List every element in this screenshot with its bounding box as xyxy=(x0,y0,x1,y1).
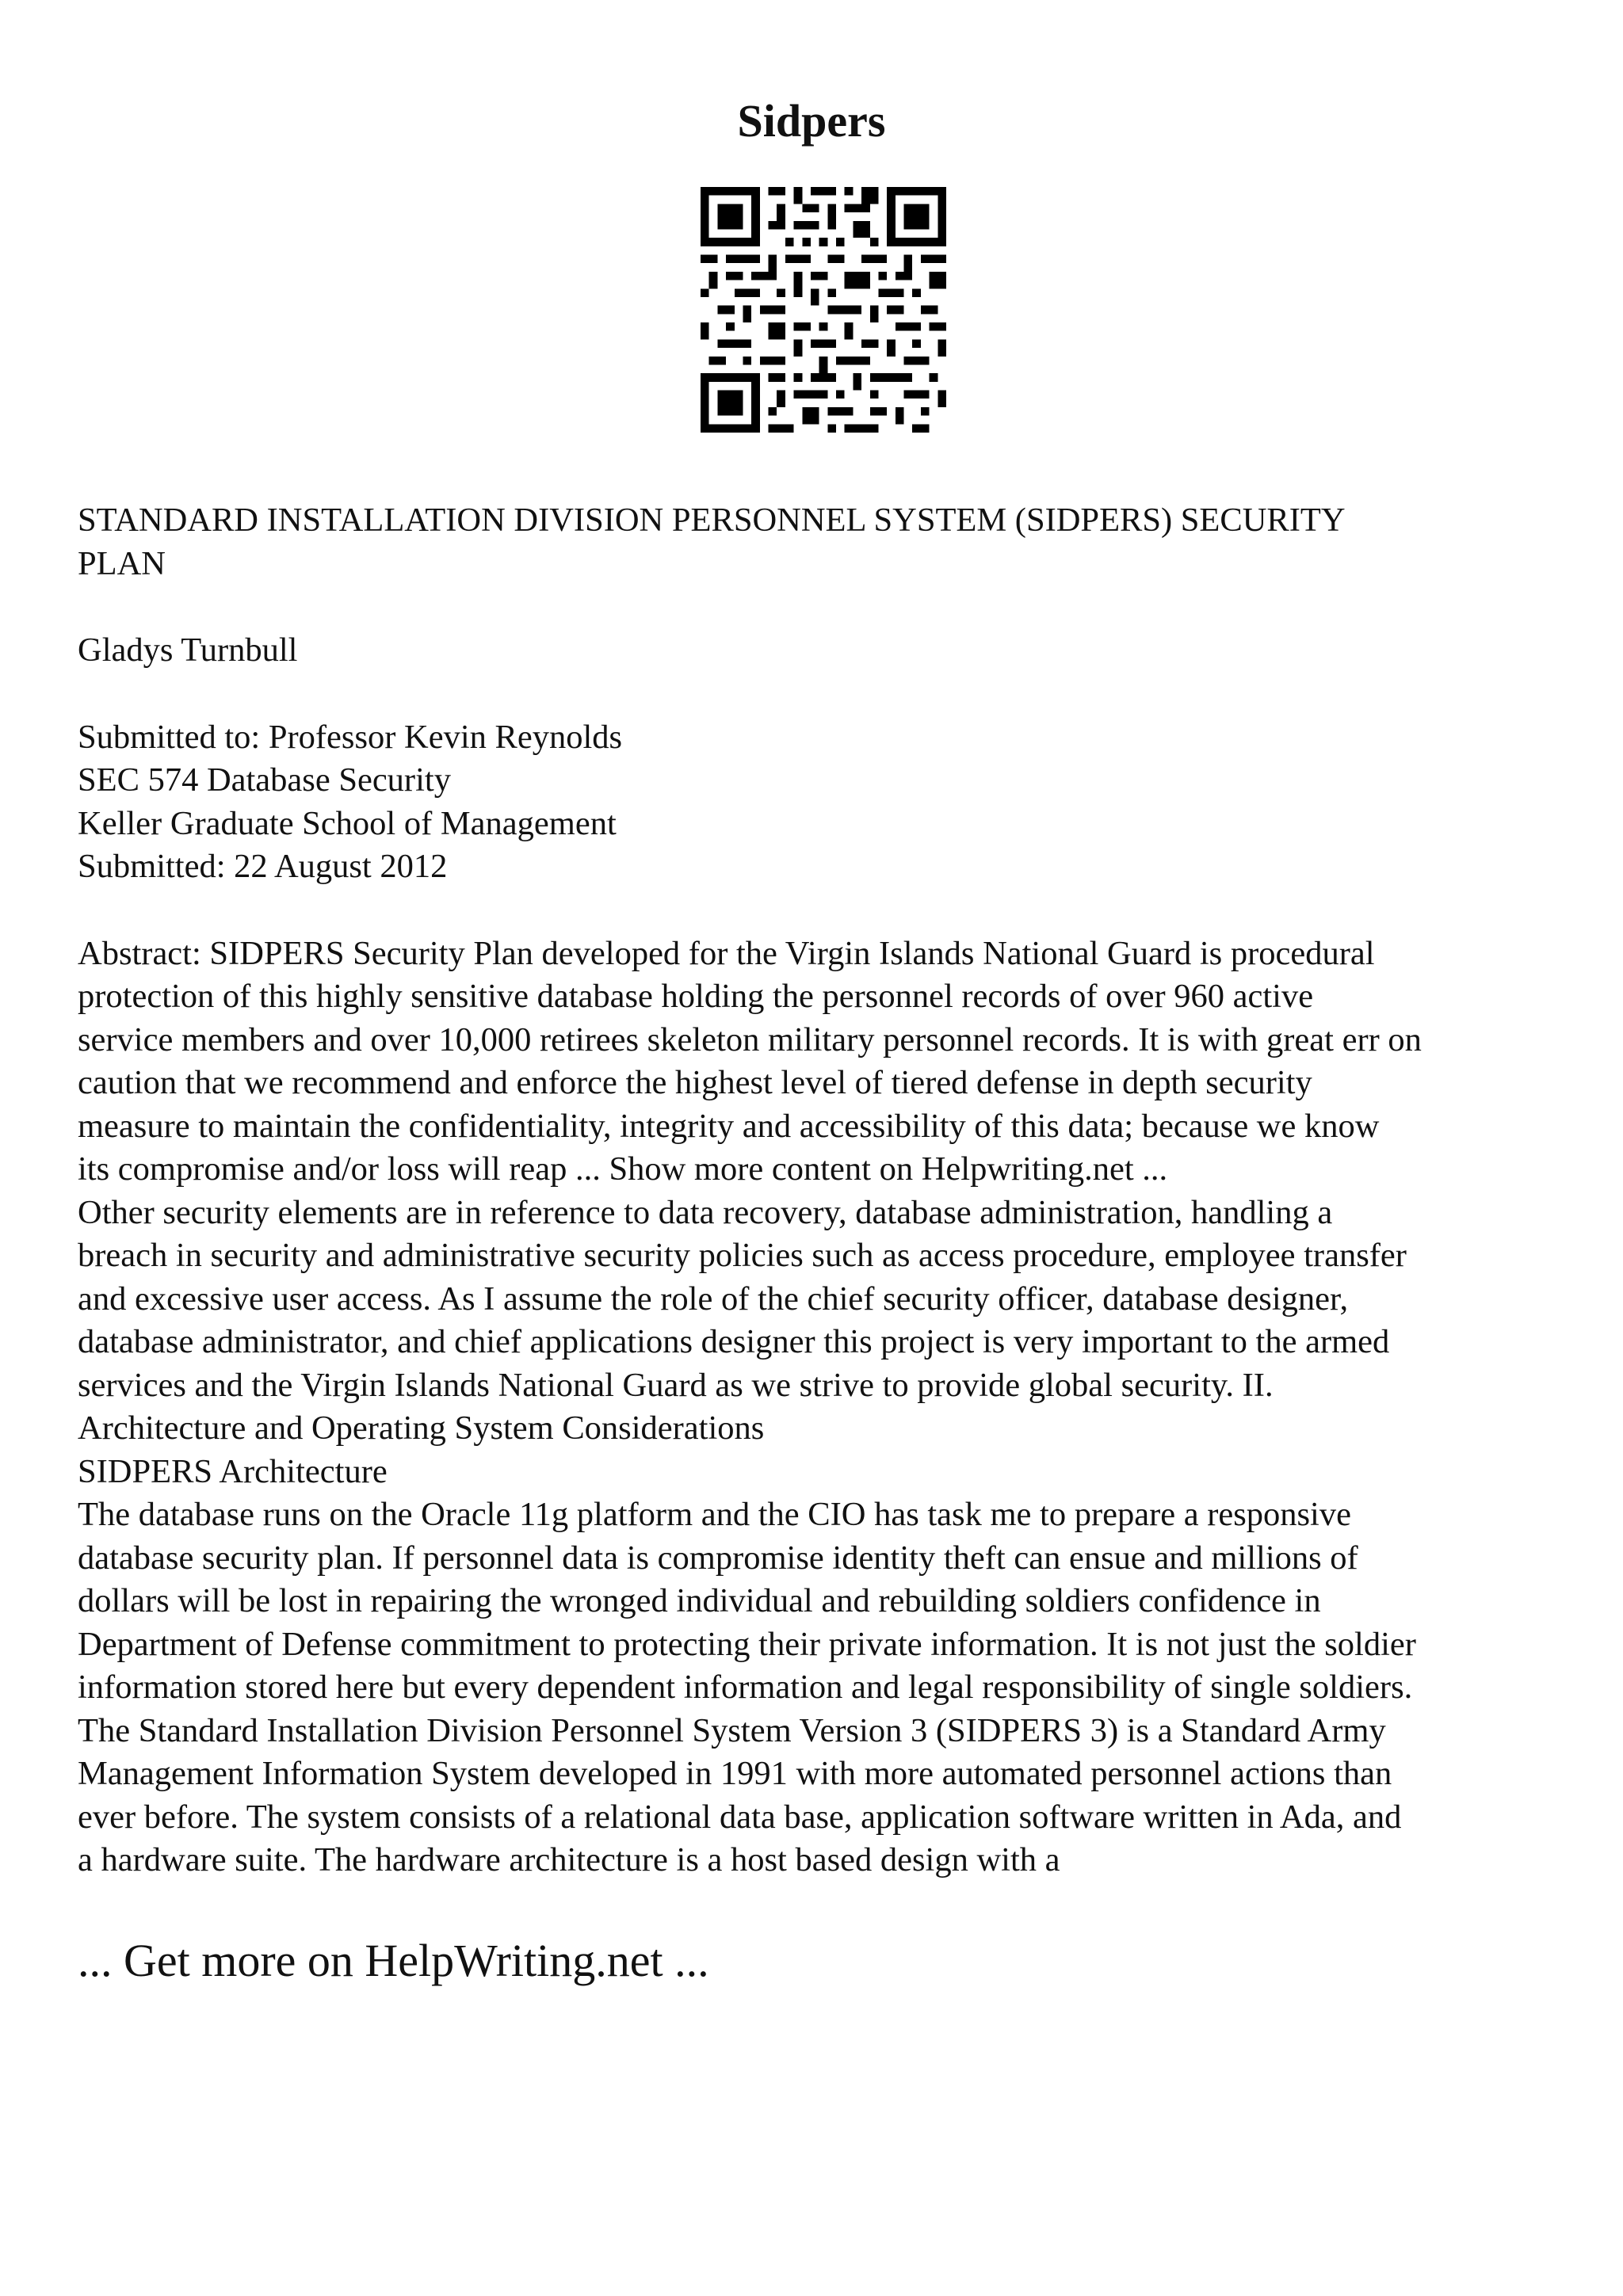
document-heading: STANDARD INSTALLATION DIVISION PERSONNEL SYSTEM (SIDPERS) SECURITY PLAN xyxy=(78,502,1346,582)
submission-details: Submitted to: Professor Kevin Reynolds SEC 574 Database Security Keller Graduate School of Management Submitted: 22 August 2012 xyxy=(78,718,623,885)
author-name: Gladys Turnbull xyxy=(78,631,298,669)
body-text: Abstract: SIDPERS Security Plan developed for the Virgin Islands National Guard is procedural protection of this highly sensitive database holding the personnel records of over 960 active service members and over 10,000 retirees skeleton military personnel records. It is with great err on caution that we recommend and enforce the highest level of tiered defense in depth security measure to maintain the confidentiality, integrity and accessibility of this data; because we know its compromise and/or loss will reap ... Show more content on Helpwriting.net ... Other security elements are in reference to data recovery, database administration, handling a breach in security and administrative security policies such as access procedure, employee transfer and excessive user access. As I assume the role of the chief security officer, database designer, database administrator, and chief applications designer this project is very important to the armed services and the Virgin Islands National Guard as we strive to provide global security. II. Architecture and Operating System Considerations SIDPERS Architecture The database runs on the Oracle 11g platform and the CIO has task me to prepare a responsive database security plan. If personnel data is compromise identity theft can ensue and millions of dollars will be lost in repairing the wronged individual and rebuilding soldiers confidence in Department of Defense commitment to protecting their private information. It is not just the soldier information stored here but every dependent information and legal responsibility of single soldiers. The Standard Installation Division Personnel System Version 3 (SIDPERS 3) is a Standard Army Management Information System developed in 1991 with more automated personnel actions than ever before. The system consists of a relational data base, application software written in Ada, and a hardware suite. The hardware architecture is a host based design with a xyxy=(78,934,1422,1878)
helpwriting-link[interactable]: ... Get more on HelpWriting.net ... xyxy=(78,1935,709,1986)
qr-code-icon xyxy=(701,187,946,433)
document-body xyxy=(78,499,1568,1882)
page-title: Sidpers xyxy=(737,95,886,147)
